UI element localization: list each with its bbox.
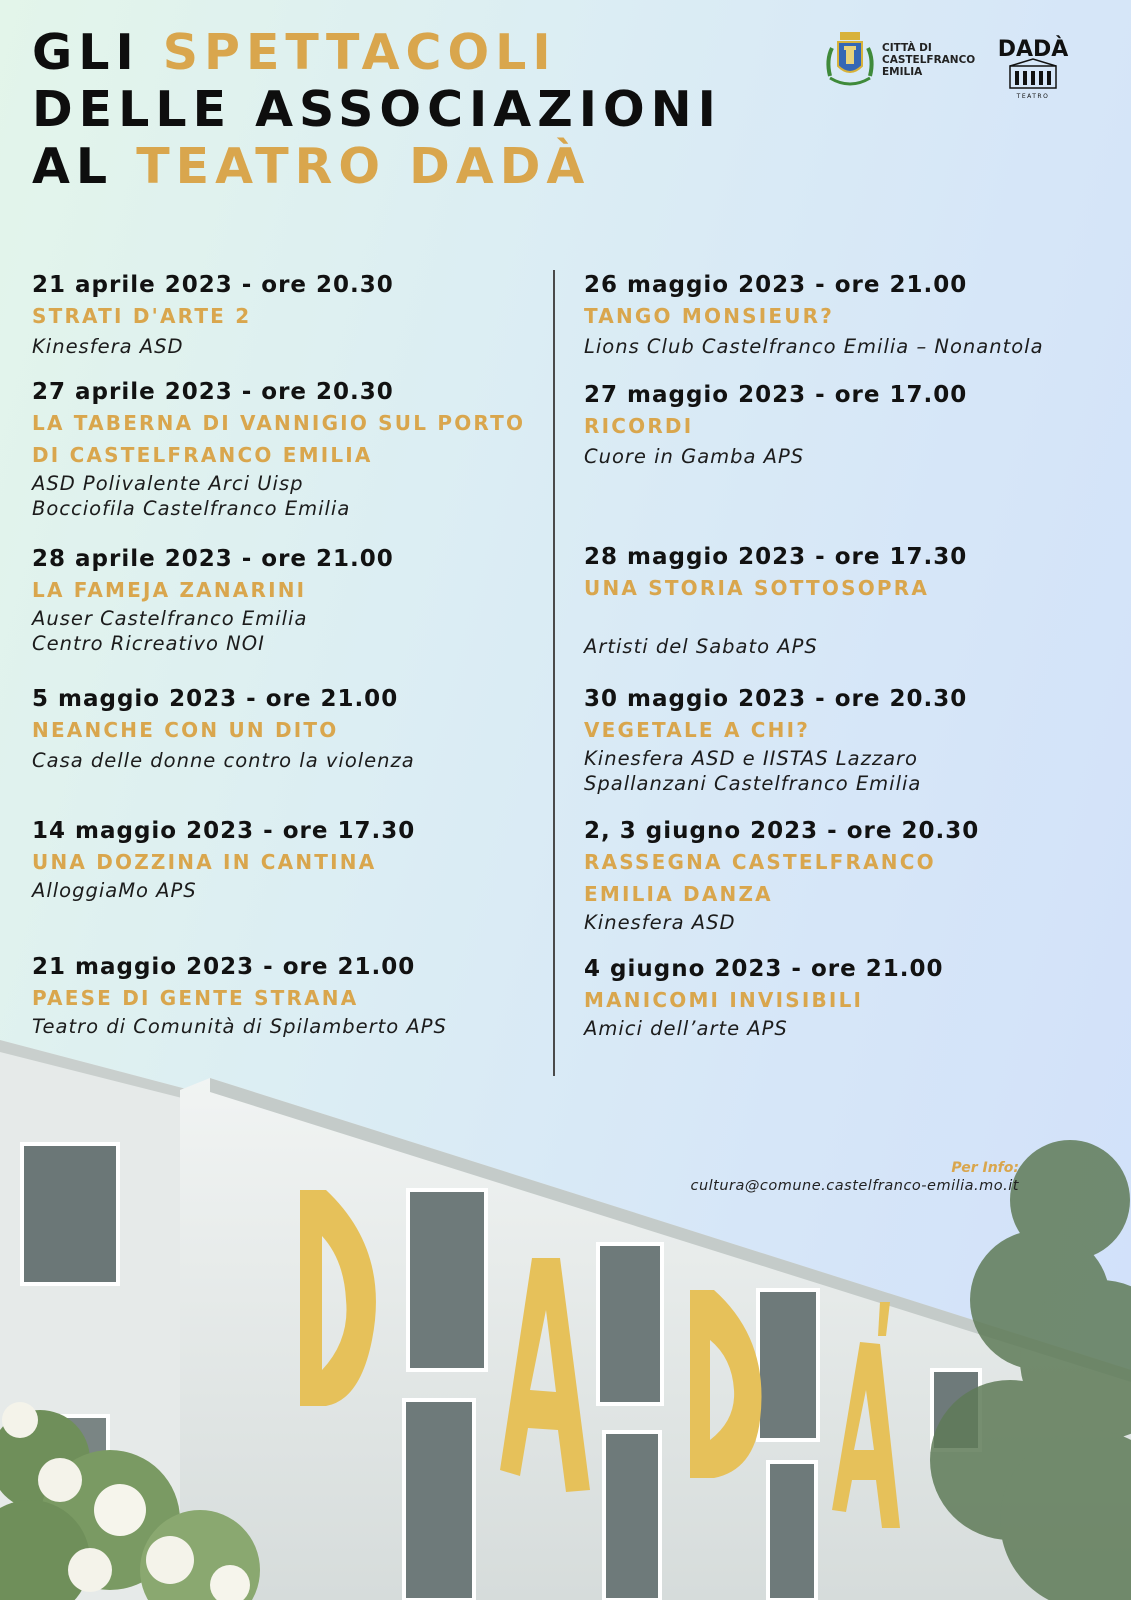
event-show: PAESE DI GENTE STRANA (32, 986, 359, 1010)
event-association: Kinesfera ASD (584, 911, 736, 934)
city-line: CITTÀ DI (882, 42, 932, 54)
event-date: 26 maggio 2023 - ore 21.00 (584, 272, 968, 298)
event-date: 21 aprile 2023 - ore 20.30 (32, 272, 394, 298)
event-show: DI CASTELFRANCO EMILIA (32, 443, 373, 467)
event-show: NEANCHE CON UN DITO (32, 718, 339, 742)
event-association: Cuore in Gamba APS (584, 445, 805, 468)
event-association: Lions Club Castelfranco Emilia – Nonantola (584, 335, 1044, 358)
event-association: Centro Ricreativo NOI (32, 632, 265, 655)
event-association: Auser Castelfranco Emilia (32, 607, 308, 630)
event-item (32, 544, 394, 656)
event-show: EMILIA DANZA (584, 882, 773, 906)
city-line: CASTELFRANCO (882, 54, 976, 66)
theatre-building-photo (0, 1040, 1131, 1600)
city-crest-icon (822, 30, 878, 92)
info-label: Per Info: (951, 1160, 1019, 1176)
event-item (32, 377, 525, 521)
event-show: RASSEGNA CASTELFRANCO (584, 850, 936, 874)
city-logo-text (882, 42, 975, 78)
title-highlight: TEATRO DADÀ (136, 138, 591, 195)
event-item (32, 816, 415, 903)
event-association: AlloggiaMo APS (32, 879, 197, 902)
event-date: 21 maggio 2023 - ore 21.00 (32, 954, 416, 980)
event-item (32, 684, 415, 773)
dada-theatre-logo (997, 26, 1069, 102)
event-show: TANGO MONSIEUR? (584, 304, 835, 328)
dada-logo-word: DADÀ (997, 37, 1069, 62)
event-association: Bocciofila Castelfranco Emilia (32, 497, 351, 520)
event-show: LA TABERNA DI VANNIGIO SUL PORTO (32, 411, 526, 435)
event-show: LA FAMEJA ZANARINI (32, 578, 307, 602)
event-date: 28 maggio 2023 - ore 17.30 (584, 544, 968, 570)
dada-logo-sub: TEATRO (1016, 93, 1050, 100)
event-date: 14 maggio 2023 - ore 17.30 (32, 818, 416, 844)
event-item (32, 270, 394, 359)
contact-info (690, 1160, 1019, 1194)
event-date: 2, 3 giugno 2023 - ore 20.30 (584, 818, 980, 844)
event-show: VEGETALE A CHI? (584, 718, 811, 742)
event-association: Artisti del Sabato APS (584, 635, 818, 658)
event-item (584, 954, 943, 1041)
event-date: 30 maggio 2023 - ore 20.30 (584, 686, 968, 712)
title-text: GLI (32, 24, 163, 81)
sponsor-logos (822, 26, 1072, 106)
title-highlight: SPETTACOLI (162, 24, 557, 81)
event-show: UNA STORIA SOTTOSOPRA (584, 576, 930, 600)
event-association: Kinesfera ASD e IISTAS Lazzaro (584, 747, 918, 770)
event-association: Teatro di Comunità di Spilamberto APS (32, 1015, 447, 1038)
event-association: Kinesfera ASD (32, 335, 184, 358)
event-show: MANICOMI INVISIBILI (584, 988, 864, 1012)
event-date: 27 maggio 2023 - ore 17.00 (584, 382, 968, 408)
title-text: AL (32, 138, 137, 195)
event-association: ASD Polivalente Arci Uisp (32, 472, 304, 495)
event-item (584, 380, 967, 469)
info-email[interactable]: cultura@comune.castelfranco-emilia.mo.it (690, 1178, 1019, 1194)
event-show: RICORDI (584, 414, 694, 438)
event-show: UNA DOZZINA IN CANTINA (32, 850, 377, 874)
event-association: Amici dell’arte APS (584, 1017, 788, 1040)
title-line-2: DELLE ASSOCIAZIONI (32, 81, 722, 138)
event-association: Spallanzani Castelfranco Emilia (584, 772, 922, 795)
event-date: 4 giugno 2023 - ore 21.00 (584, 956, 944, 982)
column-divider (553, 270, 555, 1076)
event-association: Casa delle donne contro la violenza (32, 749, 415, 772)
event-item (584, 816, 979, 935)
event-date: 5 maggio 2023 - ore 21.00 (32, 686, 399, 712)
city-line: EMILIA (882, 66, 923, 78)
event-item (584, 542, 967, 659)
title-line-3 (32, 138, 722, 195)
poster-title (32, 24, 722, 195)
event-item (584, 684, 967, 796)
event-item (584, 270, 1044, 359)
event-item (32, 952, 447, 1039)
event-show: STRATI D'ARTE 2 (32, 304, 252, 328)
event-date: 28 aprile 2023 - ore 21.00 (32, 546, 394, 572)
event-date: 27 aprile 2023 - ore 20.30 (32, 379, 394, 405)
title-line-1 (32, 24, 722, 81)
